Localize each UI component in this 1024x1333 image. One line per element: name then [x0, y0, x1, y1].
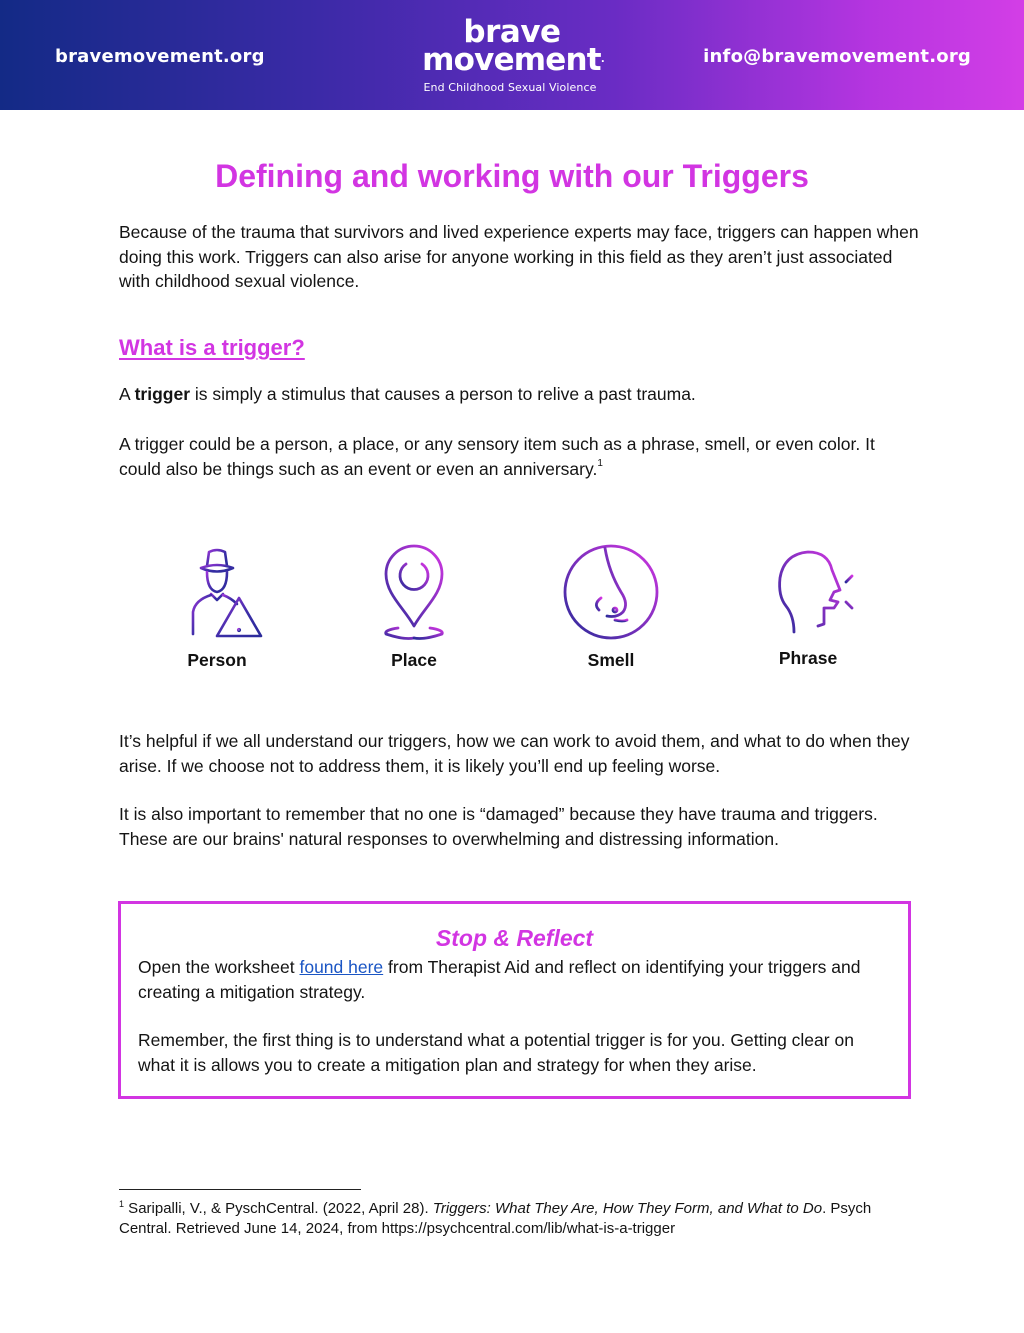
- footnote-text-before: Saripalli, V., & PyschCentral. (2022, April 28).: [124, 1200, 433, 1217]
- brave-movement-logo: [392, 14, 632, 94]
- worksheet-link[interactable]: found here: [299, 957, 384, 977]
- icon-place: [344, 542, 484, 671]
- reflect-text-before: Open the worksheet: [138, 957, 300, 977]
- stop-reflect-box: [118, 901, 911, 1099]
- helpful-paragraph: It’s helpful if we all understand our triggers, how we can work to avoid them, and what to do when they arise. If we choose not to address them, it is likely you’ll end up feeling worse.: [119, 731, 910, 776]
- nose-icon: [561, 542, 661, 640]
- reflect-text-after: from Therapist Aid and reflect on identifying your triggers and creating a mitigation strategy.: [138, 957, 861, 1002]
- email-link[interactable]: info@bravemovement.org: [703, 46, 971, 67]
- examples-paragraph: [119, 432, 919, 481]
- icon-label-phrase: Phrase: [778, 648, 838, 668]
- reflect-paragraph-1: [138, 955, 888, 1004]
- reflect-paragraph-2: Remember, the first thing is to understand what a potential trigger is for you. Getting clear on what it is allows you to create a mitigation plan and strategy for when they arise.: [138, 1030, 854, 1075]
- page-title: Defining and working with our Triggers: [215, 158, 809, 194]
- page-header: [0, 0, 1024, 110]
- icon-label-smell: Smell: [587, 650, 635, 670]
- icon-label-place: Place: [391, 650, 437, 670]
- speaking-head-icon: [758, 542, 858, 638]
- footnote-reference[interactable]: 1: [597, 457, 603, 469]
- location-pin-icon: [364, 542, 464, 640]
- footnote-divider: [119, 1189, 361, 1190]
- footnote-title: Triggers: What They Are, How They Form, and What to Do: [432, 1200, 823, 1217]
- footnote-text-after: . Psych Central. Retrieved June 14, 2024, from https://psychcentral.com/lib/what-is-a-trigger: [119, 1200, 872, 1237]
- icon-smell: [541, 542, 681, 671]
- definition-prefix: A: [119, 384, 135, 404]
- icon-person: [147, 542, 287, 671]
- definition-paragraph: [119, 382, 919, 407]
- logo-word-movement: movement.: [422, 42, 604, 78]
- definition-term: trigger: [134, 384, 191, 404]
- logo-tagline: End Childhood Sexual Violence: [423, 81, 597, 94]
- footnote-number: 1: [119, 1199, 125, 1209]
- icon-phrase: [738, 542, 878, 669]
- footnote: [119, 1199, 909, 1238]
- icon-label-person: Person: [187, 650, 247, 670]
- definition-rest: is simply a stimulus that causes a person to relive a past trauma.: [190, 384, 696, 404]
- section-heading: What is a trigger?: [119, 335, 305, 360]
- intro-paragraph: Because of the trauma that survivors and lived experience experts may face, triggers can happen when doing this work. Triggers can also arise for anyone working in this field as they aren’t just associated with childhood sexual violence.: [119, 222, 919, 291]
- person-warning-icon: [167, 542, 267, 640]
- logo-word-movement-text: movement: [422, 42, 601, 78]
- website-link[interactable]: bravemovement.org: [55, 46, 265, 67]
- damaged-paragraph: It is also important to remember that no one is “damaged” because they have trauma and triggers. These are our brains' natural responses to overwhelming and distressing information.: [119, 804, 878, 849]
- logo-word-brave: brave: [463, 14, 561, 50]
- examples-text: A trigger could be a person, a place, or any sensory item such as a phrase, smell, or even color. It could also be things such as an event or even an anniversary.: [119, 434, 875, 479]
- stop-reflect-title: Stop & Reflect: [435, 925, 594, 951]
